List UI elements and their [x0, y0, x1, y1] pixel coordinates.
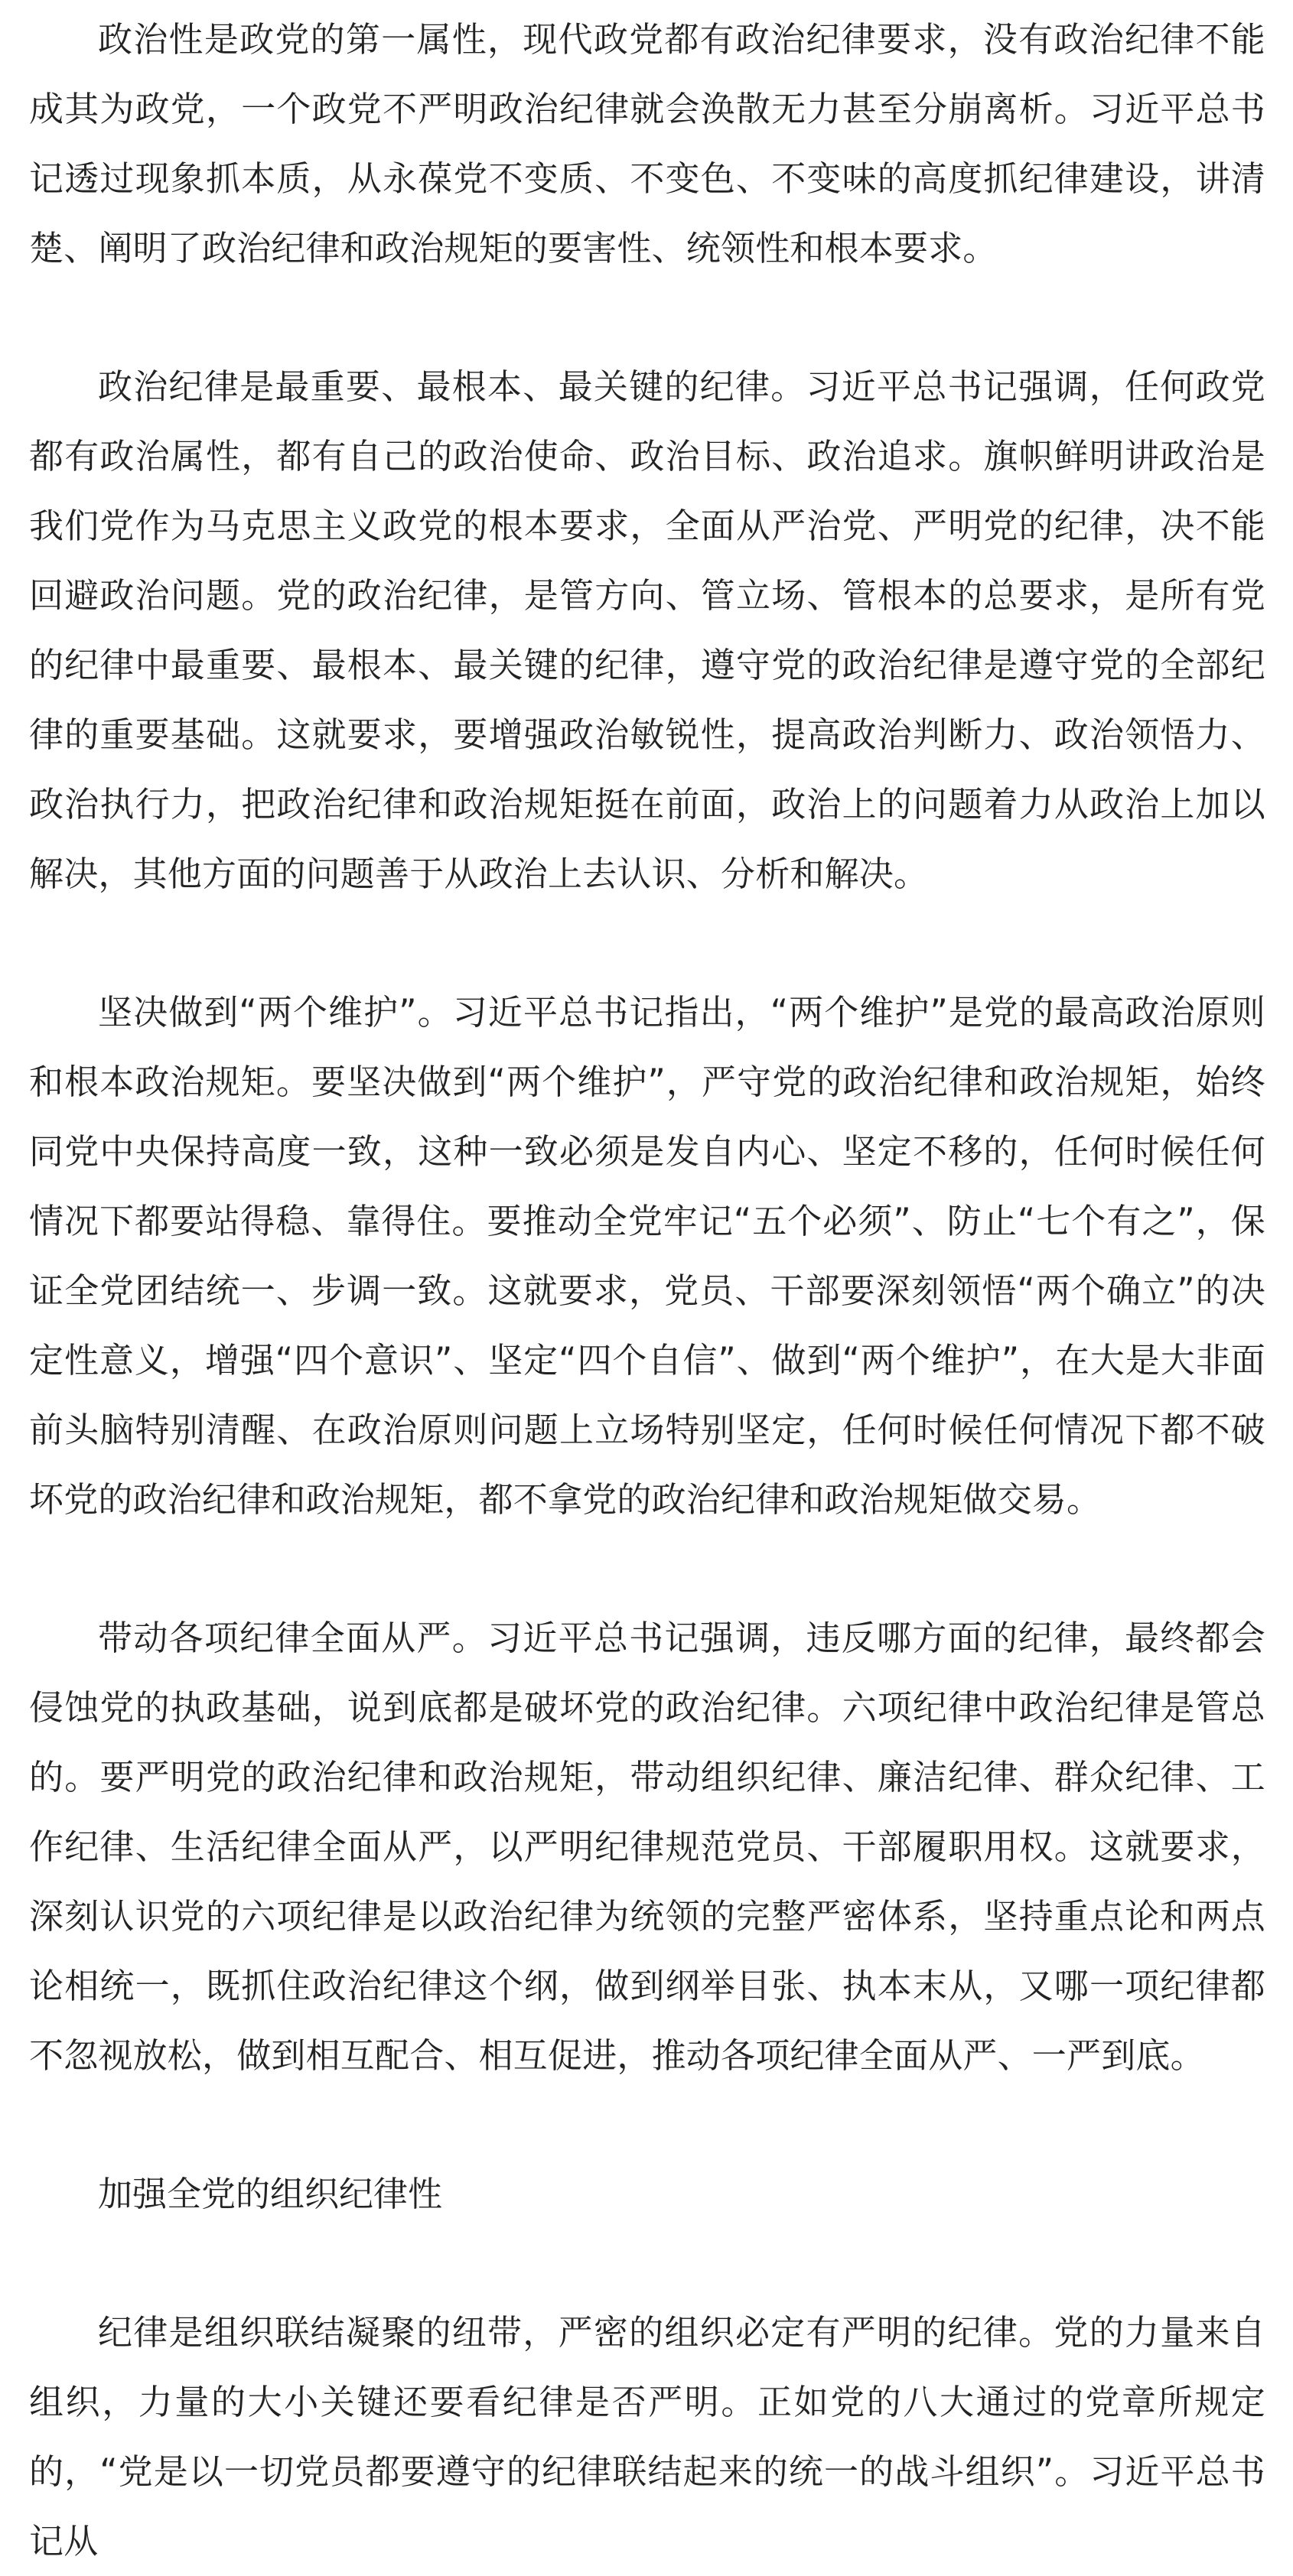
- section-subheading: 加强全党的组织纪律性: [98, 2174, 443, 2214]
- paragraph-organizational-discipline: 纪律是组织联结凝聚的纽带，严密的组织必定有严明的纪律。党的力量来自组织，力量的大小关键还要看纪律是否严明。正如党的八大通过的党章所规定的，“党是以一切党员都要遵守的纪律联结起来的统一的战斗组织”。习近平总书记从: [29, 2312, 1265, 2561]
- paragraph-all-disciplines: 带动各项纪律全面从严。习近平总书记强调，违反哪方面的纪律，最终都会侵蚀党的执政基础，说到底都是破坏党的政治纪律。六项纪律中政治纪律是管总的。要严明党的政治纪律和政治规矩，带动组织纪律、廉洁纪律、群众纪律、工作纪律、生活纪律全面从严，以严明纪律规范党员、干部履职用权。这就要求，深刻认识党的六项纪律是以政治纪律为统领的完整严密体系，坚持重点论和两点论相统一，既抓住政治纪律这个纲，做到纲举目张、执本末从，又哪一项纪律都不忽视放松，做到相互配合、相互促进，推动各项纪律全面从严、一严到底。: [29, 1618, 1265, 2076]
- paragraph-political-nature: 政治性是政党的第一属性，现代政党都有政治纪律要求，没有政治纪律不能成其为政党，一个政党不严明政治纪律就会涣散无力甚至分崩离析。习近平总书记透过现象抓本质，从永葆党不变质、不变色、不变味的高度抓纪律建设，讲清楚、阐明了政治纪律和政治规矩的要害性、统领性和根本要求。: [29, 19, 1265, 268]
- paragraph-two-safeguards: 坚决做到“两个维护”。习近平总书记指出，“两个维护”是党的最高政治原则和根本政治规矩。要坚决做到“两个维护”，严守党的政治纪律和政治规矩，始终同党中央保持高度一致，这种一致必须是发自内心、坚定不移的，任何时候任何情况下都要站得稳、靠得住。要推动全党牢记“五个必须”、防止“七个有之”，保证全党团结统一、步调一致。这就要求，党员、干部要深刻领悟“两个确立”的决定性意义，增强“四个意识”、坚定“四个自信”、做到“两个维护”，在大是大非面前头脑特别清醒、在政治原则问题上立场特别坚定，任何时候任何情况下都不破坏党的政治纪律和政治规矩，都不拿党的政治纪律和政治规矩做交易。: [29, 992, 1265, 1520]
- paragraph-political-discipline: 政治纪律是最重要、最根本、最关键的纪律。习近平总书记强调，任何政党都有政治属性，都有自己的政治使命、政治目标、政治追求。旗帜鲜明讲政治是我们党作为马克思主义政党的根本要求，全面从严治党、严明党的纪律，决不能回避政治问题。党的政治纪律，是管方向、管立场、管根本的总要求，是所有党的纪律中最重要、最根本、最关键的纪律，遵守党的政治纪律是遵守党的全部纪律的重要基础。这就要求，要增强政治敏锐性，提高政治判断力、政治领悟力、政治执行力，把政治纪律和政治规矩挺在前面，政治上的问题着力从政治上加以解决，其他方面的问题善于从政治上去认识、分析和解决。: [29, 366, 1265, 894]
